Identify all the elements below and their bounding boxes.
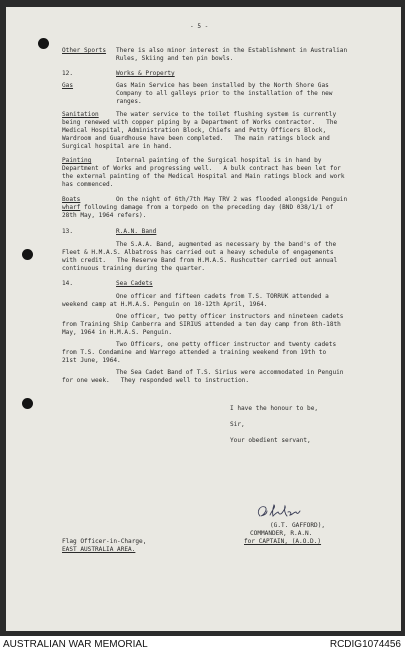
punch-hole — [22, 249, 33, 260]
subheading-painting: Painting — [62, 157, 92, 164]
painting-line: the external painting of the Medical Hospital and Main ratings block and work — [62, 173, 345, 180]
cadets-line: for one week. They responded well to instruction. — [62, 377, 250, 384]
closing-line: Sir, — [230, 421, 245, 428]
section-title-works: Works & Property — [116, 70, 175, 77]
cadets-line: Two Officers, one petty officer instructor and twenty cadets — [116, 341, 337, 348]
sanitation-line: being renewed with copper piping by a Department of Works contractor. The — [62, 119, 338, 126]
band-line: continuous training during the quarter. — [62, 265, 206, 272]
cadets-line: May, 1964 in H.M.A.S. Penguin. — [62, 329, 173, 336]
archive-footer — [0, 636, 405, 653]
cadets-line: The Sea Cadet Band of T.S. Sirius were accommodated in Penguin — [116, 369, 344, 376]
footer-record-id: RCDIG1074456 — [329, 639, 401, 650]
boats-wharf: wharf — [62, 204, 81, 211]
boats-line: following damage from a torpedo on the preceding day (BND 038/1/1 of — [84, 204, 334, 211]
gas-line: ranges. — [116, 98, 142, 105]
section-number: 13. — [62, 228, 74, 235]
signatory-name: (G.T. GAFFORD), — [270, 522, 326, 529]
subheading-gas: Gas — [62, 82, 74, 89]
page-number: - 5 - — [190, 23, 209, 30]
section-title-cadets: Sea Cadets — [116, 280, 153, 287]
addressee-line: EAST AUSTRALIA AREA. — [62, 546, 136, 553]
band-line: with credit. The Reserve Band from H.M.A.S. Rushcutter carried out annual — [62, 257, 338, 264]
cadets-line: from Training Ship Canberra and SIRIUS attended a ten day camp from 8th-18th — [62, 321, 341, 328]
section-number: 14. — [62, 280, 74, 287]
punch-hole — [38, 38, 49, 49]
cadets-line: One officer, two petty officer instructors and nineteen cadets — [116, 313, 344, 320]
closing-line: I have the honour to be, — [230, 405, 319, 412]
footer-institution: AUSTRALIAN WAR MEMORIAL — [3, 639, 148, 650]
subheading-boats: Boats — [62, 196, 81, 203]
sanitation-line: The water service to the toilet flushing system is currently — [116, 111, 337, 118]
sanitation-line: Medical Hospital, Administration Block, Chiefs and Petty Officers Block, — [62, 127, 327, 134]
band-line: The S.A.A. Band, augmented as necessary by the band's of the — [116, 241, 337, 248]
addressee-line: Flag Officer-in-Charge, — [62, 538, 147, 545]
cadets-line: One officer and fifteen cadets from T.S. TORRUK attended a — [116, 293, 329, 300]
section-number: 12. — [62, 70, 74, 77]
gas-line: Company to all galleys prior to the installation of the new — [116, 90, 333, 97]
signatory-for: for CAPTAIN, (A.O.D.) — [244, 538, 322, 545]
sanitation-line: Surgical hospital are in hand. — [62, 143, 173, 150]
signatory-rank: COMMANDER, R.A.N. — [250, 530, 313, 537]
cadets-line: weekend camp at H.M.A.S. Penguin on 10-12th April, 1964. — [62, 301, 268, 308]
section-title-band: R.A.N. Band — [116, 228, 157, 235]
painting-line: has commenced. — [62, 181, 114, 188]
band-line: Fleet & H.M.A.S. Albatross has carried out a heavy schedule of engagements — [62, 249, 334, 256]
other-sports-line: Rules, Skiing and ten pin bowls. — [116, 55, 234, 62]
gas-line: Gas Main Service has been installed by the North Shore Gas — [116, 82, 329, 89]
sanitation-line: Wardroom and Guardhouse have been completed. The main ratings block and — [62, 135, 330, 142]
cadets-line: 21st June, 1964. — [62, 357, 121, 364]
section-heading-other-sports: Other Sports — [62, 47, 107, 54]
subheading-sanitation: Sanitation — [62, 111, 99, 118]
painting-line: Department of Works and progressing well. A bulk contract has been let for — [62, 165, 341, 172]
punch-hole — [22, 398, 33, 409]
cadets-line: from T.S. Condamine and Warrego attended a training weekend from 19th to — [62, 349, 327, 356]
boats-line: On the night of 6th/7th May TRV 2 was flooded alongside Penguin — [116, 196, 348, 203]
closing-line: Your obedient servant, — [230, 437, 311, 444]
other-sports-line: There is also minor interest in the Establishment in Australian — [116, 47, 348, 54]
handwritten-signature — [254, 502, 306, 522]
boats-line: 28th May, 1964 refers). — [62, 212, 147, 219]
painting-line: Internal painting of the Surgical hospital is in hand by — [116, 157, 322, 164]
